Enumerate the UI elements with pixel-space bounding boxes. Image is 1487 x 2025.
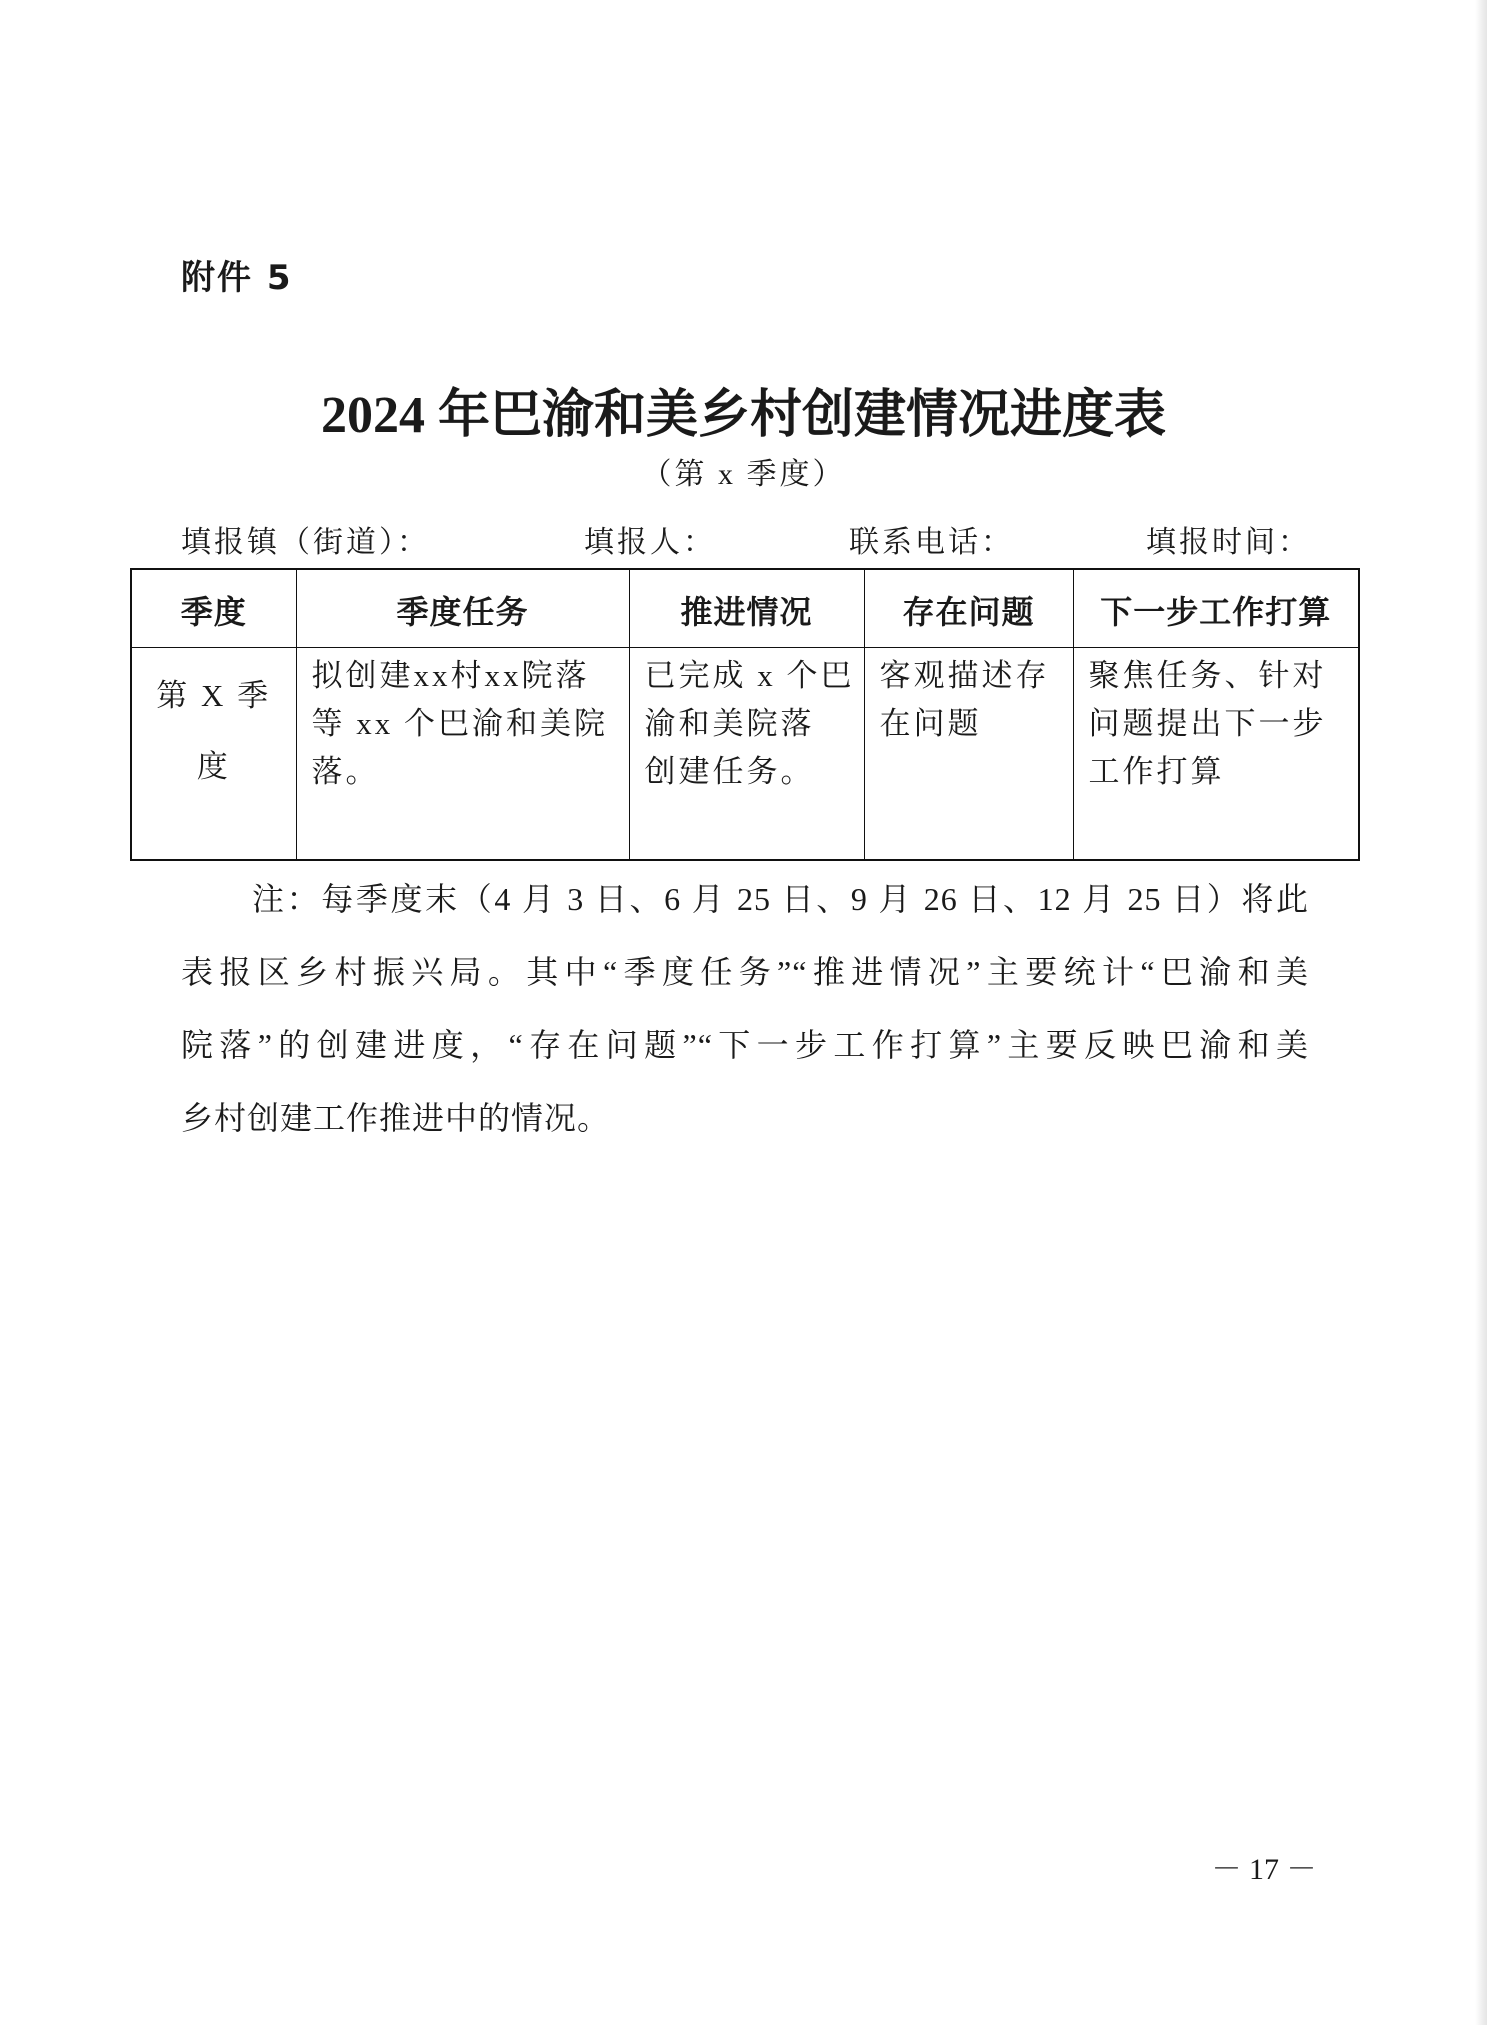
note-line: 乡村创建工作推进中的情况。 bbox=[181, 1100, 611, 1136]
cell-text-line: 已完成 x 个巴 bbox=[644, 657, 855, 693]
note-line: 注：每季度末（4 月 3 日、6 月 25 日、9 月 26 日、12 月 25 日）将此 bbox=[252, 881, 1309, 917]
note-paragraph bbox=[181, 863, 1309, 1155]
scan-edge bbox=[1475, 0, 1487, 2025]
header-quarter: 季度 bbox=[131, 569, 296, 647]
cell-quarter bbox=[131, 647, 296, 860]
cell-text-line: 度 bbox=[196, 748, 231, 784]
field-town-label: 填报镇（街道）： bbox=[181, 526, 430, 559]
header-next-steps: 下一步工作打算 bbox=[1073, 569, 1359, 647]
cell-text-line: 拟创建xx村xx院落 bbox=[311, 657, 590, 693]
cell-text-line: 客观描述存 bbox=[879, 657, 1050, 693]
cell-text-line: 等 xx 个巴渝和美院 bbox=[311, 705, 608, 741]
field-phone-label: 联系电话： bbox=[849, 526, 1014, 559]
note-line: 院落”的创建进度，“存在问题”“下一步工作打算”主要反映巴渝和美 bbox=[181, 1027, 1309, 1063]
cell-text-line: 落。 bbox=[311, 753, 380, 789]
document-subtitle: （第 x 季度） bbox=[641, 458, 846, 491]
header-quarter-task: 季度任务 bbox=[296, 569, 629, 647]
cell-text-line: 创建任务。 bbox=[644, 753, 815, 789]
field-reporter-label: 填报人： bbox=[584, 526, 716, 559]
cell-issues bbox=[864, 647, 1073, 860]
cell-text-line: 工作打算 bbox=[1088, 753, 1225, 789]
table-row bbox=[131, 647, 1359, 860]
header-issues: 存在问题 bbox=[864, 569, 1073, 647]
progress-table bbox=[130, 568, 1360, 861]
cell-text-line: 在问题 bbox=[879, 705, 982, 741]
cell-next-steps bbox=[1073, 647, 1359, 860]
attachment-label: 附件 5 bbox=[181, 258, 293, 298]
cell-text-line: 聚焦任务、针对 bbox=[1088, 657, 1327, 693]
cell-text-line: 渝和美院落 bbox=[644, 705, 815, 741]
table-header-row bbox=[131, 569, 1359, 647]
document-title: 2024 年巴渝和美乡村创建情况进度表 bbox=[320, 387, 1166, 444]
cell-text-line: 问题提出下一步 bbox=[1088, 705, 1327, 741]
cell-quarter-task bbox=[296, 647, 629, 860]
header-progress: 推进情况 bbox=[629, 569, 864, 647]
cell-progress bbox=[629, 647, 864, 860]
page-number: － 17 － bbox=[1211, 1853, 1317, 1886]
note-line: 表报区乡村振兴局。其中“季度任务”“推进情况”主要统计“巴渝和美 bbox=[181, 954, 1309, 990]
cell-text-line: 第 X 季 bbox=[156, 677, 272, 713]
field-report-time-label: 填报时间： bbox=[1146, 526, 1311, 559]
